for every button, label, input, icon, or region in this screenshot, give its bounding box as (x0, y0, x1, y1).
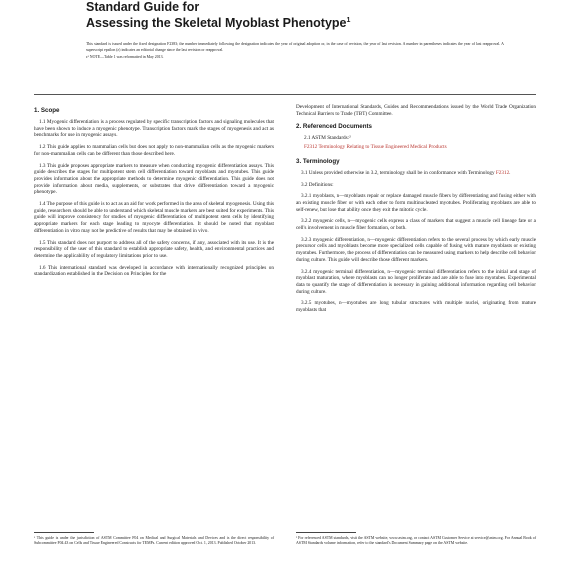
footnote-right: ² For referenced ASTM standards, visit the ASTM website, www.astm.org, or contact ASTM Customer Service at service@astm.org. For Annual Book of ASTM Standards volume information, refer to the standard's Document Summary page on the ASTM website. (296, 536, 536, 545)
document-title-line1: Standard Guide for (86, 0, 200, 14)
reference-title-link[interactable]: Terminology Relating to Tissue Engineered Medical Products (318, 144, 447, 151)
editorial-note: ε¹ NOTE—Table 1 was reformatted in May 2013. (86, 55, 164, 60)
scope-paragraph: 1.4 The purpose of this guide is to act as an aid for work performed in the area of skeletal myogenesis. Using this guide, researchers should be able to understand which skeletal muscle markers are best suited for experiments. This guide will improve consistency for studies of myogenic differentiation of multipotent stem cells by identifying appropriate markers for each stage leading to myocyte differentiation. It should be noted that myoblast differentiation in vitro may not be predictive of results that may be obtained in vivo. (34, 201, 275, 234)
footnote-divider-right (296, 532, 356, 533)
scope-paragraph: 1.6 This international standard was developed in accordance with internationally recognized principles on standardization established in the Decision on Principles for the (34, 264, 274, 278)
terminology-intro (296, 170, 536, 177)
scope-paragraph: 1.3 This guide proposes appropriate markers to measure when conducting myogenic differentiation assays. This guide describes the stages for multipotent stem cell differentiation toward myoblasts and myotubes. This guide provides information about the appropriate methods to determine myogenic differentiation. This guide does not provide information about media, supplements, or substrates that drive differentiation toward a myogenic phenotype. (34, 162, 274, 196)
reference-code-link[interactable]: F2312 (304, 144, 318, 151)
terminology-intro-text: 3.1 Unless provided otherwise in 3.2, terminology shall be in conformance with Terminology (301, 169, 496, 176)
right-column (296, 104, 536, 319)
preamble (86, 42, 504, 61)
preamble-text: This standard is issued under the fixed designation F2383; the number immediately following the designation indicates the year of original adoption or, in the case of revision, the year of last revision. A number in parentheses indicates the year of last reapproval. A superscript epsilon (ε) indicates an editorial change since the last revision or reapproval. (86, 42, 504, 52)
scope-paragraph: 1.2 This guide applies to mammalian cells but does not apply to non-mammalian cells as the myogenic markers for non-mammalian cells can be different than those described here. (34, 144, 274, 157)
definition-paragraph: 3.2.2 myogenic cells, n—myogenic cells express a class of markers that suggest a muscle cell lineage fate or a cell's involvement in muscle fiber formation, or both. (296, 218, 536, 232)
title-block (86, 0, 526, 30)
definitions-heading: 3.2 Definitions: (301, 181, 334, 188)
footnote-divider-left (34, 532, 94, 533)
referenced-documents-heading: 2. Referenced Documents (296, 123, 372, 131)
definition-paragraph: 3.2.5 myotubes, n—myotubes are long tubular structures with multiple nuclei, originating from mature myoblasts that (296, 300, 536, 314)
astm-standards-intro: 2.1 ASTM Standards:² (304, 135, 351, 142)
reference-entry[interactable] (304, 144, 536, 151)
definition-paragraph: 3.2.1 myoblasts, n—myoblasts repair or replace damaged muscle fibers by differentiating and fusing either with an existing muscle fiber or with each other to form multinucleated myotubes. Proliferating myoblasts are able to self-renew, but lose that ability once they exit the mitotic cycle. (296, 193, 536, 213)
scope-paragraph: 1.5 This standard does not purport to address all of the safety concerns, if any, associated with its use. It is the responsibility of the user of this standard to establish appropriate safety, health, and environmental practices and determine the applicability of regulatory limitations prior to use. (34, 239, 274, 259)
left-column (34, 104, 274, 283)
document-title-text: Assessing the Skeletal Myoblast Phenotype (86, 16, 347, 31)
terminology-link[interactable]: F2312 (495, 169, 510, 176)
header-divider (34, 94, 536, 95)
scope-continuation: Development of International Standards, Guides and Recommendations issued by the World Trade Organization Technical Barriers to Trade (TBT) Committee. (296, 104, 536, 117)
terminology-intro-end: . (509, 169, 511, 176)
scope-paragraph: 1.1 Myogenic differentiation is a process regulated by specific transcription factors and signaling molecules that have been shown to induce a myogenic phenotype. Transcription factors mark the stages of myogenesis and act as benchmarks for use in myogenic assays. (34, 119, 274, 139)
title-footnote-marker: 1 (346, 17, 351, 24)
scope-heading: 1. Scope (34, 107, 60, 114)
footnote-left: ¹ This guide is under the jurisdiction of ASTM Committee F04 on Medical and Surgical Materials and Devices and is the direct responsibility of Subcommittee F04.43 on Cells and Tissue Engineered Constructs for TEMPs. Current edition approved Oct. 1, 2013. Published October 2013. (34, 536, 274, 545)
definition-paragraph: 3.2.4 myogenic terminal differentiation, n—myogenic terminal differentiation refers to the initial and stage of myoblast maturation, where myoblasts can no longer proliferate and are able to fuse into myotubes. Experimental data to quantify the stage of differentiation is necessary in gaining additional information regarding cell behavior during culture. (296, 268, 536, 295)
terminology-heading: 3. Terminology (296, 157, 340, 165)
definition-paragraph: 3.2.3 myogenic differentiation, n—myogenic differentiation refers to the several process by which early muscle precursor cells and myoblasts become more specialized cells capable of fusing with mature myoblasts or existing myotubes. Furthermore, the process of differentiation can be measured using markers to help describe cell behavior during culture. This guide will describe those different markers. (296, 236, 536, 263)
document-title-line2 (86, 14, 526, 30)
